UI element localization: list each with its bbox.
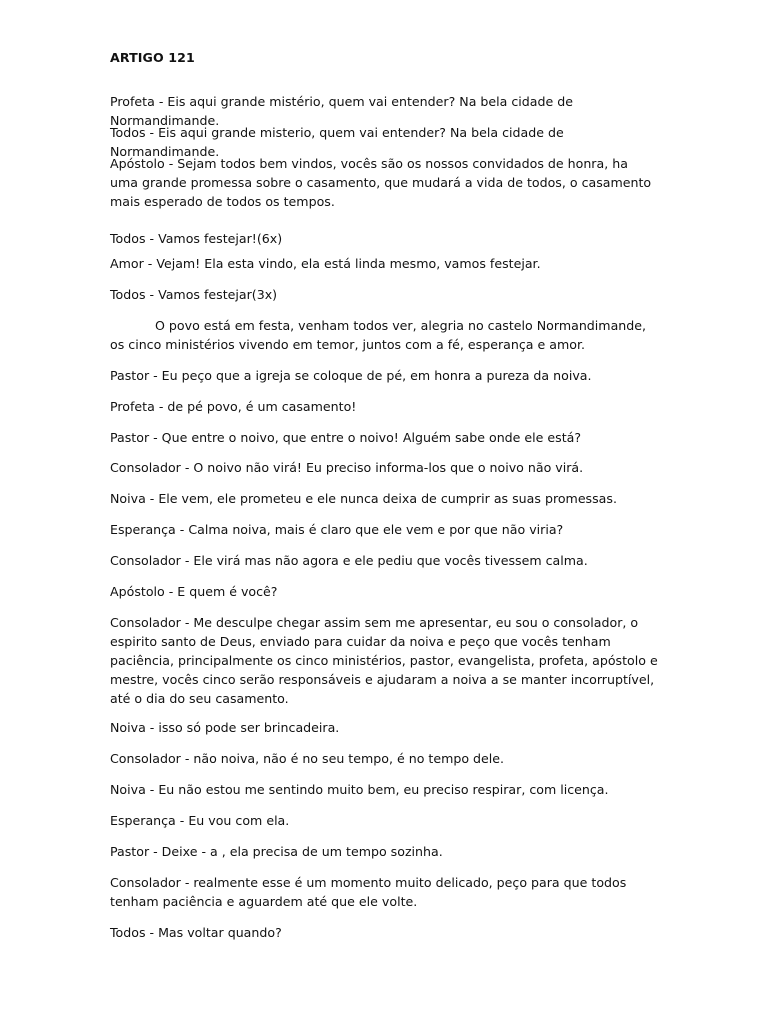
dialogue-line: Consolador - O noivo não virá! Eu preciso informa-los que o noivo não virá. xyxy=(110,460,584,475)
document-title: ARTIGO 121 xyxy=(110,50,195,65)
narration-paragraph: O povo está em festa, venham todos ver, alegria no castelo Normandimande, os cinco ministérios vivendo em temor, juntos com a fé, esperança e amor. xyxy=(110,318,647,352)
dialogue-line: Pastor - Eu peço que a igreja se coloque de pé, em honra a pureza da noiva. xyxy=(110,368,592,383)
dialogue-line: Pastor - Que entre o noivo, que entre o noivo! Alguém sabe onde ele está? xyxy=(110,430,582,445)
dialogue-line: Noiva - isso só pode ser brincadeira. xyxy=(110,720,340,735)
dialogue-line: Consolador - Ele virá mas não agora e ele pediu que vocês tivessem calma. xyxy=(110,553,588,568)
dialogue-line: Consolador - não noiva, não é no seu tempo, é no tempo dele. xyxy=(110,751,505,766)
dialogue-line: Todos - Vamos festejar!(6x) xyxy=(110,231,283,246)
dialogue-line: Esperança - Calma noiva, mais é claro que ele vem e por que não viria? xyxy=(110,522,564,537)
dialogue-line: Todos - Mas voltar quando? xyxy=(110,925,282,940)
dialogue-line: Amor - Vejam! Ela esta vindo, ela está linda mesmo, vamos festejar. xyxy=(110,256,541,271)
dialogue-line: Consolador - Me desculpe chegar assim sem me apresentar, eu sou o consolador, o espirito santo de Deus, enviado para cuidar da noiva e peço que vocês tenham paciência, principalmente os cinco ministérios, pastor, evangelista, profeta, apóstolo e mestre, vocês cinco serão responsáveis e ajudaram a noiva a se manter incorruptível, até o dia do seu casamento. xyxy=(110,615,658,706)
dialogue-line: Pastor - Deixe - a , ela precisa de um tempo sozinha. xyxy=(110,844,443,859)
dialogue-line: Apóstolo - Sejam todos bem vindos, vocês são os nossos convidados de honra, ha uma grande promessa sobre o casamento, que mudará a vida de todos, o casamento mais esperado de todos os tempos. xyxy=(110,156,652,209)
dialogue-line: Consolador - realmente esse é um momento muito delicado, peço para que todos tenham paciência e aguardem até que ele volte. xyxy=(110,875,627,909)
dialogue-line: Noiva - Eu não estou me sentindo muito bem, eu preciso respirar, com licença. xyxy=(110,782,609,797)
dialogue-line: Todos - Eis aqui grande misterio, quem vai entender? Na bela cidade de Normandimande. xyxy=(110,125,564,159)
dialogue-line: Profeta - Eis aqui grande mistério, quem vai entender? Na bela cidade de Normandimande. xyxy=(110,94,573,128)
dialogue-line: Todos - Vamos festejar(3x) xyxy=(110,287,278,302)
dialogue-line: Profeta - de pé povo, é um casamento! xyxy=(110,399,357,414)
dialogue-line: Noiva - Ele vem, ele prometeu e ele nunca deixa de cumprir as suas promessas. xyxy=(110,491,617,506)
dialogue-line: Esperança - Eu vou com ela. xyxy=(110,813,290,828)
dialogue-line: Apóstolo - E quem é você? xyxy=(110,584,278,599)
